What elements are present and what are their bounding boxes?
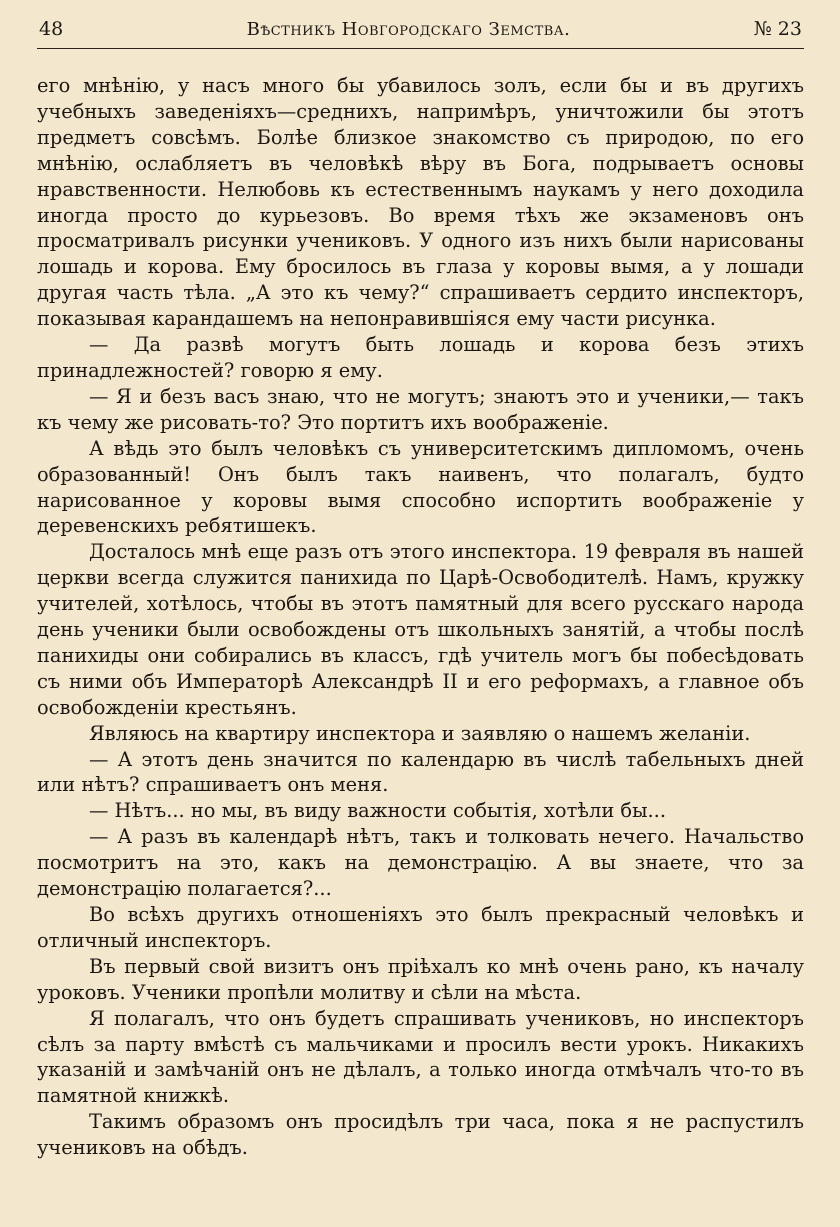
paragraph: А вѣдь это былъ человѣкъ съ университетскимъ дипломомъ, очень образованный! Онъ былъ такъ наивенъ, что полагалъ, будто нарисованное у коровы вымя способно испортить воображеніе у деревенскихъ ребятишекъ. — [37, 436, 804, 538]
paragraph: — А разъ въ календарѣ нѣтъ, такъ и толковать нечего. Начальство посмотритъ на это, какъ на демонстрацію. А вы знаете, что за демонстрацію полагается?... — [37, 825, 804, 901]
paragraph: Я полагалъ, что онъ будетъ спрашивать учениковъ, но инспекторъ сѣлъ за парту вмѣстѣ съ мальчиками и просилъ вести урокъ. Никакихъ указаній и замѣчаній онъ не дѣлалъ, а только иногда отмѣчалъ что-то въ памятной книжкѣ. — [37, 1006, 804, 1108]
page-number: 48 — [39, 18, 64, 40]
journal-title: Вѣстникъ Новгородскаго Земства. — [246, 19, 571, 40]
paragraph: Являюсь на квартиру инспектора и заявляю о нашемъ желаніи. — [89, 721, 751, 745]
paragraph: — Я и безъ васъ знаю, что не могутъ; знаютъ это и ученики,— такъ къ чему же рисовать-то? Это портитъ ихъ воображеніе. — [37, 384, 804, 434]
issue-number: № 23 — [753, 18, 802, 40]
running-header — [37, 18, 804, 49]
paragraph: Такимъ образомъ онъ просидѣлъ три часа, пока я не распустилъ учениковъ на обѣдъ. — [37, 1110, 804, 1160]
paragraph: — А этотъ день значится по календарю въ числѣ табельныхъ дней или нѣтъ? спрашиваетъ онъ меня. — [37, 747, 804, 797]
paragraph: Досталось мнѣ еще разъ отъ этого инспектора. 19 февраля въ нашей церкви всегда служится панихида по Царѣ-Освободителѣ. Намъ, кружку учителей, хотѣлось, чтобы въ этотъ памятный для всего русскаго народа день ученики были освобождены отъ школьныхъ занятій, а чтобы послѣ панихиды они собирались въ классъ, гдѣ учитель могъ бы побесѣдовать съ ними объ Императорѣ Александрѣ II и его реформахъ, а главное объ освобожденіи крестьянъ. — [37, 540, 804, 719]
paragraph: — Нѣтъ... но мы, въ виду важности событія, хотѣли бы... — [89, 799, 667, 823]
paragraph: — Да развѣ могутъ быть лошадь и корова безъ этихъ принадлежностей? говорю я ему. — [37, 333, 804, 382]
article-body — [37, 49, 804, 1161]
paragraph: Во всѣхъ другихъ отношеніяхъ это былъ прекрасный человѣкъ и отличный инспекторъ. — [37, 903, 804, 952]
paragraph: его мнѣнію, у насъ много бы убавилось золъ, если бы и въ другихъ учебныхъ заведеніяхъ—среднихъ, напримѣръ, уничтожили бы этотъ предметъ совсѣмъ. Болѣе близкое знакомство съ природою, по его мнѣнію, ослабляетъ въ человѣкѣ вѣру въ Бога, подрываетъ основы нравственности. Нелюбовь къ естественнымъ наукамъ у него доходила иногда просто до курьезовъ. Во время тѣхъ же экзаменовъ онъ просматривалъ рисунки учениковъ. У одного изъ нихъ были нарисованы лошадь и корова. Ему бросилось въ глаза у коровы вымя, а у лошади другая часть тѣла. „А это къ чему?“ спрашиваетъ сердито инспекторъ, показывая карандашемъ на непонравившіяся ему части рисунка. — [37, 74, 804, 331]
paragraph: Въ первый свой визитъ онъ пріѣхалъ ко мнѣ очень рано, къ началу уроковъ. Ученики пропѣли молитву и сѣли на мѣста. — [37, 954, 804, 1004]
